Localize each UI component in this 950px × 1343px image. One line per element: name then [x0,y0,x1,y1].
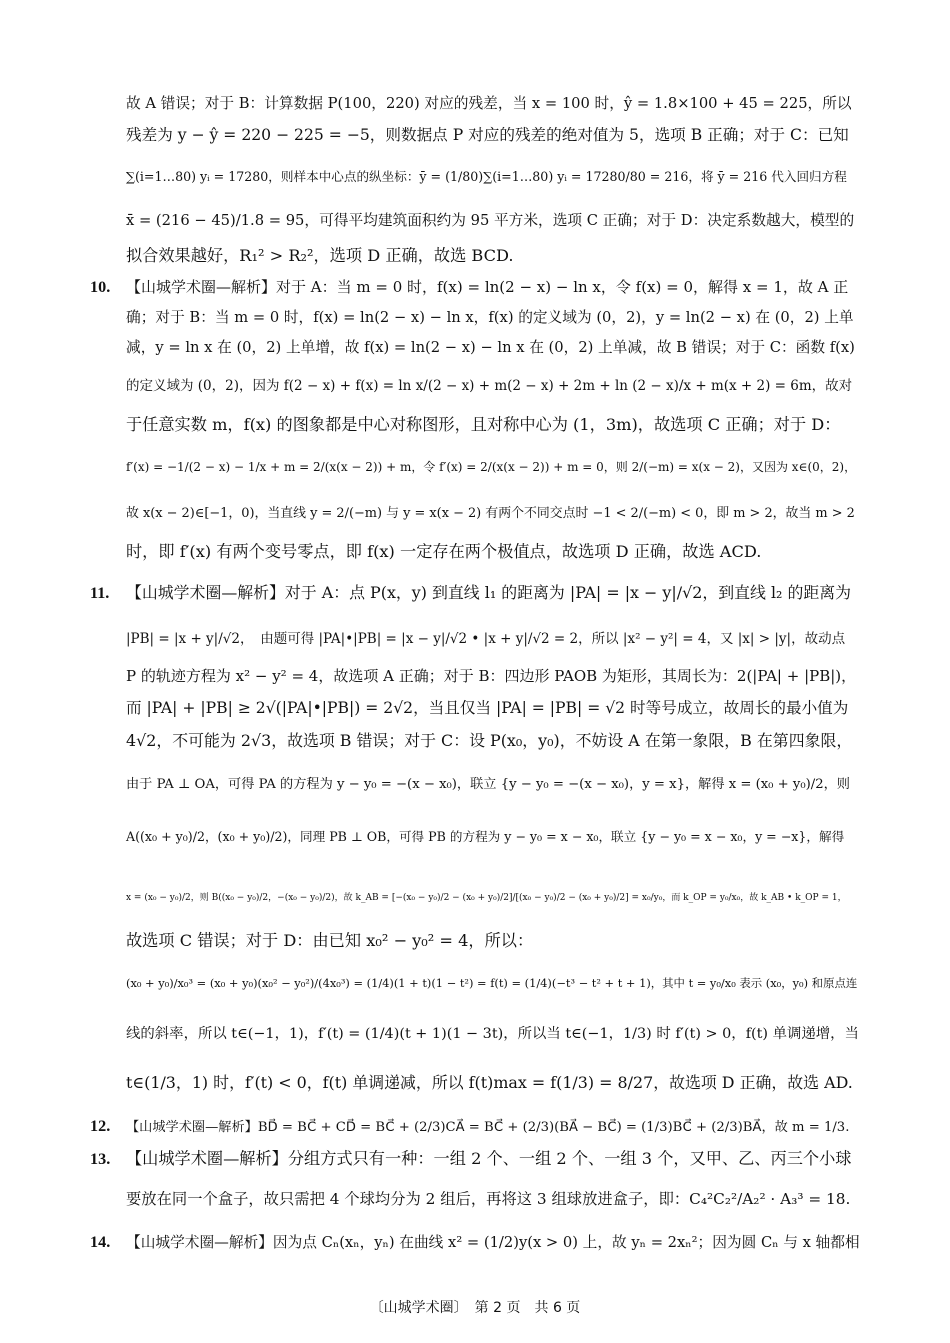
line-text: 的定义域为 (0，2)，因为 f(2 − x) + f(x) = ln x/(2 − x) + m(2 − x) + 2m + ln (2 − x)/x + m(x + 2) = 6m，故对 [126,378,853,394]
line-text: 而 |PA| + |PB| ≥ 2√(|PA|•|PB|) = 2√2，当且仅当 |PA| = |PB| = √2 时等号成立，故周长的最小值为 [126,699,849,717]
text-line [92,200,860,240]
text-line [92,118,860,152]
line-text: 线的斜率，所以 t∈(−1，1)，f′(t) = (1/4)(t + 1)(1 − 3t)，所以当 t∈(−1，1/3) 时 f′(t) > 0，f(t) 单调递增，当 [126,1026,859,1042]
line-text: 【山城学术圈—解析】分组方式只有一种：一组 2 个、一组 2 个、一组 3 个，又甲、乙、丙三个小球 [126,1149,852,1168]
line-text: x = (x₀ − y₀)/2，则 B((x₀ − y₀)/2，−(x₀ − y₀)/2)，故 k_AB = [−(x₀ − y₀)/2 − (x₀ + y₀)/2]/[(x₀ − y₀)/2 − (x₀ + y₀)/2] = x₀/y₀，而 k_OP = y₀/x₀，故 k_AB • k_OP = 1， [126,893,847,903]
text-line [92,1144,860,1174]
page-footer: 〔山城学术圈〕 第 2 页 共 6 页 [369,1300,581,1316]
text-line [92,926,860,956]
line-text: 故选项 C 错误；对于 D：由已知 x₀² − y₀² = 4，所以： [126,931,534,950]
line-text: 确；对于 B：当 m = 0 时，f(x) = ln(2 − x) − ln x，f(x) 的定义域为 (0，2)，y = ln(2 − x) 在 (0，2) 上单 [126,309,854,326]
line-text: P 的轨迹方程为 x² − y² = 4，故选项 A 正确；对于 B：四边形 PAOB 为矩形，其周长为：2(|PA| + |PB|)， [126,667,857,685]
item-number: 12. [90,1117,111,1135]
text-line [92,660,860,692]
text-line [92,616,860,660]
text-line [92,692,860,724]
line-text: 【山城学术圈—解析】因为点 Cₙ(xₙ，yₙ) 在曲线 x² = (1/2)y(x > 0) 上，故 yₙ = 2xₙ²；因为圆 Cₙ 与 x 轴都相 [126,1234,860,1251]
line-text: 于任意实数 m，f(x) 的图象都是中心对称图形，且对称中心为 (1，3m)，故选项 C 正确；对于 D： [126,415,841,434]
line-text: ∑(i=1…80) yᵢ = 17280，则样本中心点的纵坐标：ȳ = (1/80)∑(i=1…80) yᵢ = 17280/80 = 216，将 ȳ = 216 代入回归方程 [126,169,847,184]
text-line [92,956,860,1008]
text-line [92,442,860,490]
text-line [92,808,860,864]
text-line [92,240,860,272]
solution-text [92,88,860,1260]
line-text: (x₀ + y₀)/x₀³ = (x₀ + y₀)(x₀² − y₀²)/(4x₀³) = (1/4)(1 + t)(1 − t²) = f(t) = (1/4)(−t³ − t² + t + 1)，其中 t = y₀/x₀ 表示 (x₀，y₀) 和原点连 [126,976,858,990]
line-text: 【山城学术圈—解析】BD⃗ = BC⃗ + CD⃗ = BC⃗ + (2/3)CA⃗ = BC⃗ + (2/3)(BA⃗ − BC⃗) = (1/3)BC⃗ + (2/3)BA⃗，故 m = 1/3. [126,1120,850,1135]
text-line [92,490,860,534]
text-line [92,332,860,362]
line-text: A((x₀ + y₀)/2，(x₀ + y₀)/2)，同理 PB ⊥ OB，可得 PB 的方程为 y − y₀ = x − x₀，联立 {y − y₀ = x − x₀，y = −x}，解得 [126,829,845,844]
line-text: 残差为 y − ŷ = 220 − 225 = −5，则数据点 P 对应的残差的绝对值为 5，选项 B 正确；对于 C：已知 [126,126,849,144]
text-line [92,1108,860,1144]
text-line [92,302,860,332]
text-line [92,1174,860,1224]
text-line [92,408,860,442]
line-text: |PB| = |x + y|/√2， 由题可得 |PA|•|PB| = |x − y|/√2 • |x + y|/√2 = 2，所以 |x² − y²| = 4，又 |x| > |y|，故动点 [126,631,846,647]
line-text: 【山城学术圈—解析】对于 A：当 m = 0 时，f(x) = ln(2 − x) − ln x，令 f(x) = 0，解得 x = 1，故 A 正 [126,278,849,296]
line-text: t∈(1/3，1) 时，f′(t) < 0，f(t) 单调递减，所以 f(t)max = f(1/3) = 8/27，故选项 D 正确，故选 AD. [126,1073,853,1092]
text-line [92,152,860,200]
line-text: 故 A 错误；对于 B：计算数据 P(100，220) 对应的残差，当 x = 100 时，ŷ = 1.8×100 + 45 = 225，所以 [126,95,852,112]
line-text: 拟合效果越好，R₁² > R₂²，选项 D 正确，故选 BCD. [126,246,514,265]
line-text: 减，y = ln x 在 (0，2) 上单增，故 f(x) = ln(2 − x) − ln x 在 (0，2) 上单减，故 B 错误；对于 C：函数 f(x) [126,339,855,356]
text-line [92,362,860,408]
text-line [92,1058,860,1108]
line-text: 由于 PA ⊥ OA，可得 PA 的方程为 y − y₀ = −(x − x₀)，联立 {y − y₀ = −(x − x₀)，y = x}，解得 x = (x₀ + y₀)/2，则 [126,777,850,792]
text-line [92,570,860,616]
text-line [92,758,860,808]
text-line [92,88,860,118]
text-line [92,864,860,926]
line-text: 【山城学术圈—解析】对于 A：点 P(x，y) 到直线 l₁ 的距离为 |PA| = |x − y|/√2，到直线 l₂ 的距离为 [126,583,852,602]
item-number: 14. [90,1233,111,1251]
item-number: 10. [90,278,111,296]
text-line [92,534,860,570]
text-line [92,1224,860,1260]
item-number: 11. [90,584,110,602]
text-line [92,724,860,758]
line-text: f′(x) = −1/(2 − x) − 1/x + m = 2/(x(x − 2)) + m，令 f′(x) = 2/(x(x − 2)) + m = 0，则 2/(−m) = x(x − 2)，又因为 x∈(0，2)， [126,460,857,474]
line-text: x̄ = (216 − 45)/1.8 = 95，可得平均建筑面积约为 95 平方米，选项 C 正确；对于 D：决定系数越大，模型的 [126,212,855,229]
text-line [92,272,860,302]
text-line [92,1008,860,1058]
line-text: 故 x(x − 2)∈[−1，0)，当直线 y = 2/(−m) 与 y = x(x − 2) 有两个不同交点时 −1 < 2/(−m) < 0，即 m > 2，故当 m > 2 [126,506,855,521]
line-text: 4√2，不可能为 2√3，故选项 B 错误；对于 C：设 P(x₀，y₀)，不妨设 A 在第一象限，B 在第四象限， [126,731,853,750]
line-text: 时，即 f′(x) 有两个变号零点，即 f(x) 一定存在两个极值点，故选项 D 正确，故选 ACD. [126,542,762,561]
item-number: 13. [90,1150,111,1168]
line-text: 要放在同一个盒子，故只需把 4 个球均分为 2 组后，再将这 3 组球放进盒子，即：C₄²C₂²/A₂² · A₃³ = 18. [126,1190,851,1208]
